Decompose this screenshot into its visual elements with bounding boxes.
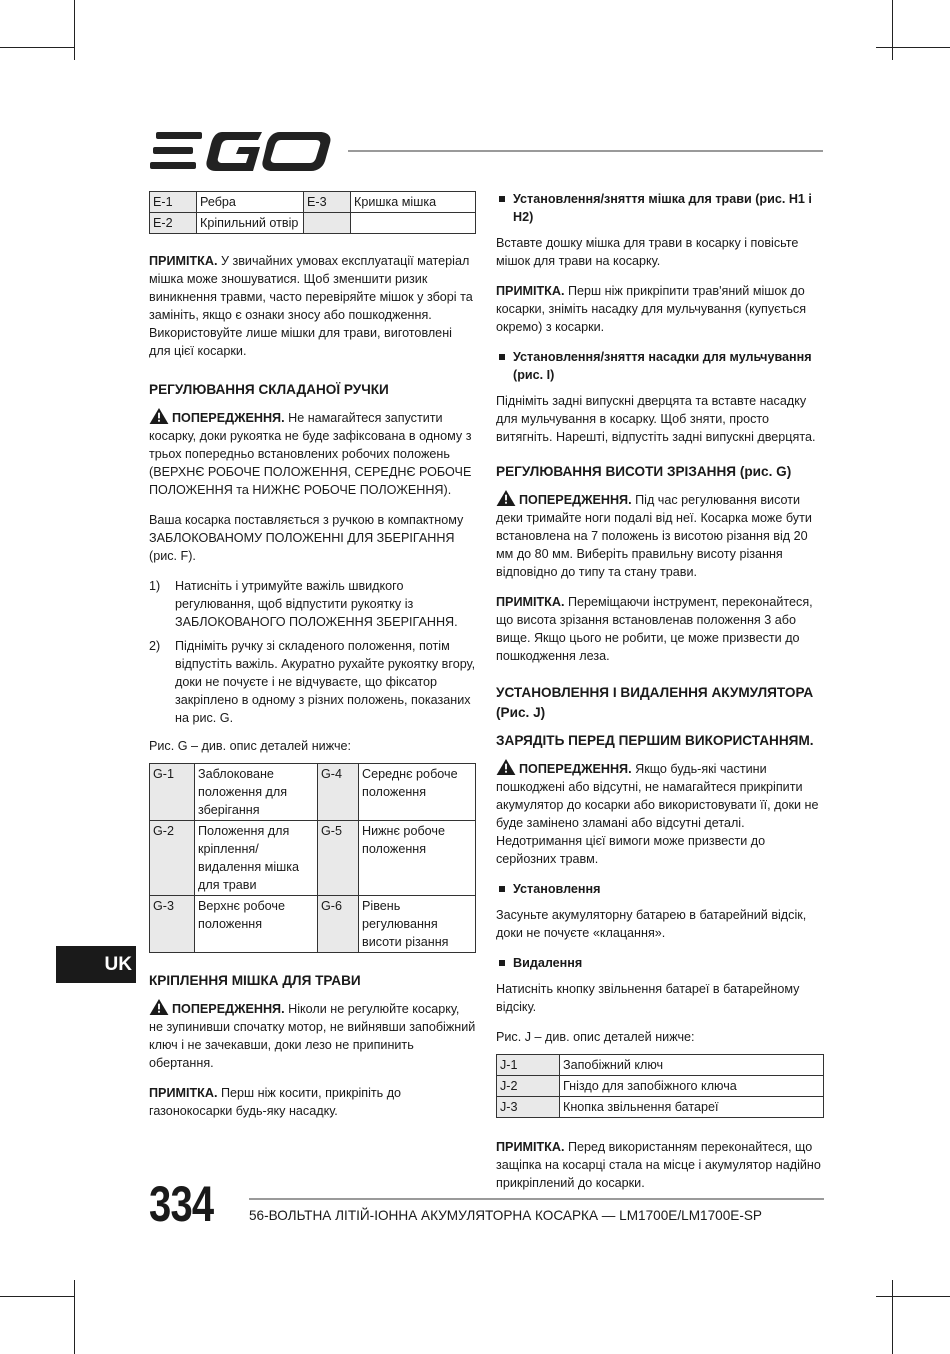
crop-mark xyxy=(892,1280,893,1354)
footer-rule xyxy=(249,1198,824,1200)
paragraph-mulch: Підніміть задні випускні дверцята та вставте насадку для мульчування в косарку. Щоб зняти, просто витягніть. Нарешті, відпустіть задні випускні дверцята. xyxy=(496,394,816,444)
left-column xyxy=(149,191,476,1132)
note-wear: ПРИМІТКА. У звичайних умовах експлуатації матеріал мішка може зношуватися. Щоб зменшити ризик виникнення травми, часто перевіряйте мішок у зборі та замініть, якщо є ознаки зносу або пошкодження. Використовуйте лише мішки для трави, виготовлені для цієї косарки. xyxy=(149,254,473,358)
heading-battery: УСТАНОВЛЕННЯ І ВИДАЛЕННЯ АКУМУЛЯТОРА (Рис. J) xyxy=(496,685,814,720)
heading-charge: ЗАРЯДІТЬ ПЕРЕД ПЕРШИМ ВИКОРИСТАННЯМ. xyxy=(496,733,814,748)
list-item: 2) Підніміть ручку зі складеного положення, потім відпустіть важіль. Акуратно рухайте рукоятку вгору, доки не почуєте і не відчуваєте, що фіксатор закріплено в одному з різних положень, показаних на рис. G. xyxy=(149,639,476,725)
table-row: J-3 Кнопка звільнення батареї xyxy=(497,1097,824,1118)
bullet-install: Установлення xyxy=(496,880,824,898)
list-item: 1) Натисніть і утримуйте важіль швидкого регулювання, щоб відпустити рукоятку із ЗАБЛОКОВАНОГО ПОЛОЖЕННЯ ЗБЕРІГАННЯ. xyxy=(149,579,458,629)
crop-mark xyxy=(0,1296,74,1297)
warning-bag: ПОПЕРЕДЖЕННЯ. Ніколи не регулюйте косарку, не зупинивши спочатку мотор, не вийнявши запобіжний ключ і не зачекавши, доки лезо не припинить обертання. xyxy=(149,999,476,1072)
ego-logo xyxy=(150,130,332,172)
note-latch: ПРИМІТКА. Перед використанням переконайтеся, що защіпка на косарці стала на місце і акумулятор надійно прикріплений до косарки. xyxy=(496,1140,821,1190)
crop-mark xyxy=(74,1280,75,1354)
bullet-bag: Установлення/зняття мішка для трави (рис. H1 і H2) xyxy=(496,190,824,226)
note-attachment: ПРИМІТКА. Перш ніж косити, прикріпіть до газонокосарки будь-яку насадку. xyxy=(149,1086,402,1118)
warning-icon xyxy=(496,759,516,775)
heading-folding-handle: РЕГУЛЮВАННЯ СКЛАДАНОЇ РУЧКИ xyxy=(149,382,389,397)
paragraph-bag: Вставте дошку мішка для трави в косарку і повісьте мішок для трави на косарку. xyxy=(496,236,799,268)
table-row: E-1 Ребра E-3 Кришка мішка xyxy=(150,192,476,213)
steps-list xyxy=(149,577,476,727)
warning-height: ПОПЕРЕДЖЕННЯ. Під час регулювання висоти деки тримайте ноги подалі від неї. Косарка може бути встановлена на 7 положень із висотою різання від 20 мм до 80 мм. Виберіть правильну висоту різання відповідно до типу та стану трави. xyxy=(496,490,824,581)
fig-j-caption: Рис. J – див. опис деталей нижче: xyxy=(496,1030,695,1044)
table-row: G-2 Положення для кріплення/ видалення мішка для трави G-5 Нижнє робоче положення xyxy=(150,821,476,896)
table-g xyxy=(149,763,476,953)
footer-title: 56-ВОЛЬТНА ЛІТІЙ-ІОННА АКУМУЛЯТОРНА КОСАРКА — LM1700E/LM1700E-SP xyxy=(249,1208,762,1223)
warning-icon xyxy=(496,490,516,506)
table-row: G-1 Заблоковане положення для зберігання G-4 Середнє робоче положення xyxy=(150,764,476,821)
warning-icon xyxy=(149,408,169,424)
fig-g-caption: Рис. G – див. опис деталей нижче: xyxy=(149,739,352,753)
crop-mark xyxy=(74,0,75,60)
bullet-remove: Видалення xyxy=(496,954,824,972)
warning-icon xyxy=(149,999,169,1015)
paragraph-supplied: Ваша косарка поставляється з ручкою в компактному ЗАБЛОКОВАНОМУ ПОЛОЖЕННІ ДЛЯ ЗБЕРІГАННЯ (рис. F). xyxy=(149,513,464,563)
crop-mark xyxy=(892,0,893,60)
table-row: J-2 Гніздо для запобіжного ключа xyxy=(497,1076,824,1097)
heading-bag-attach: КРІПЛЕННЯ МІШКА ДЛЯ ТРАВИ xyxy=(149,973,361,988)
bullet-mulch: Установлення/зняття насадки для мульчування (рис. I) xyxy=(496,348,824,384)
table-e xyxy=(149,191,476,234)
table-row: E-2 Кріпильний отвір xyxy=(150,213,476,234)
right-column xyxy=(496,190,824,1204)
header-rule xyxy=(348,150,823,152)
table-row: J-1 Запобіжний ключ xyxy=(497,1055,824,1076)
heading-cut-height: РЕГУЛЮВАННЯ ВИСОТИ ЗРІЗАННЯ (рис. G) xyxy=(496,464,792,479)
warning-battery: ПОПЕРЕДЖЕННЯ. Якщо будь-які частини пошкоджені або відсутні, не намагайтеся прикріпити акумулятор до косарки або використовувати її, доки не буде замінено зламані або відсутні деталі. Недотримання цієї вимоги може призвести до серйозних травм. xyxy=(496,759,824,868)
page-number: 334 xyxy=(149,1176,214,1232)
note-mulch-remove: ПРИМІТКА. Перш ніж прикріпити трав'яний мішок до косарки, зніміть насадку для мульчування (купується окремо) з косарки. xyxy=(496,284,807,334)
language-tab: UK xyxy=(56,946,136,983)
note-height: ПРИМІТКА. Переміщаючи інструмент, переконайтеся, що висота зрізання встановленав положення 3 або вище. Якщо цього не робити, це може призвести до пошкодження леза. xyxy=(496,595,813,663)
crop-mark xyxy=(0,47,74,48)
crop-mark xyxy=(876,47,950,48)
warning-handle: ПОПЕРЕДЖЕННЯ. Не намагайтеся запустити косарку, доки рукоятка не буде зафіксована в одному з трьох попередньо встановлених робочих положень (ВЕРХНЄ РОБОЧЕ ПОЛОЖЕННЯ, СЕРЕДНЄ РОБОЧЕ ПОЛОЖЕННЯ та НИЖНЄ РОБОЧЕ ПОЛОЖЕННЯ). xyxy=(149,408,476,499)
table-j xyxy=(496,1054,824,1118)
table-row: G-3 Верхнє робоче положення G-6 Рівень регулювання висоти різання xyxy=(150,896,476,953)
crop-mark xyxy=(876,1296,950,1297)
paragraph-remove: Натисніть кнопку звільнення батареї в батарейному відсіку. xyxy=(496,982,800,1014)
paragraph-install: Засуньте акумуляторну батарею в батарейний відсік, доки не почуєте «клацання». xyxy=(496,908,807,940)
